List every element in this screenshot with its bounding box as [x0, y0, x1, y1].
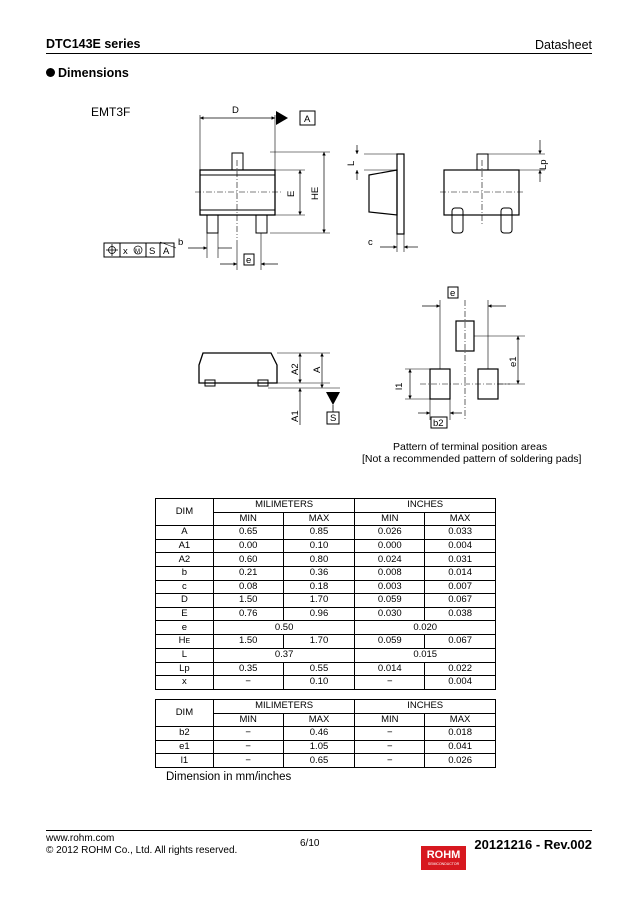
dimension-table-main	[155, 498, 496, 690]
table-row	[156, 740, 496, 754]
value-cell: 0.18	[283, 580, 355, 594]
dim-label-e-pattern: e	[450, 288, 456, 299]
value-cell: 0.030	[355, 607, 425, 621]
value-cell: 0.031	[425, 553, 496, 567]
value-cell: −	[355, 727, 425, 741]
in-max-header: MAX	[425, 512, 496, 526]
pattern-caption-line2: [Not a recommended pattern of soldering pads]	[362, 453, 582, 465]
value-cell: 0.020	[355, 621, 496, 635]
dim-cell: b	[156, 566, 214, 580]
dim-label-A1: A1	[290, 410, 301, 422]
value-cell: 0.76	[213, 607, 283, 621]
value-cell: −	[213, 740, 283, 754]
value-cell: 0.041	[425, 740, 496, 754]
section-title: Dimensions	[58, 66, 129, 80]
value-cell: −	[355, 676, 425, 690]
mm-group-header: MILIMETERS	[213, 499, 355, 513]
datum-ref-A: A	[163, 246, 170, 257]
datum-ref-S: S	[149, 246, 156, 257]
value-cell: 0.46	[283, 727, 355, 741]
value-cell: 0.014	[355, 662, 425, 676]
inch-group-header: INCHES	[355, 700, 496, 714]
dim-label-b: b	[178, 237, 184, 248]
footer-copyright: © 2012 ROHM Co., Ltd. All rights reserved.	[46, 845, 238, 856]
dim-cell: Lp	[156, 662, 214, 676]
table-row	[156, 553, 496, 567]
dim-cell: A1	[156, 539, 214, 553]
doc-series-title: DTC143E series	[46, 37, 141, 51]
value-cell: 0.008	[355, 566, 425, 580]
value-cell: 0.60	[213, 553, 283, 567]
value-cell: −	[213, 727, 283, 741]
value-cell: 0.65	[213, 526, 283, 540]
value-cell: 0.80	[283, 553, 355, 567]
dim-label-HE: HE	[310, 186, 321, 200]
side-view	[346, 145, 418, 252]
dim-cell: E	[156, 607, 214, 621]
dim-label-D: D	[232, 105, 239, 116]
rohm-logo	[421, 846, 466, 870]
value-cell: 0.059	[355, 594, 425, 608]
value-cell: 0.35	[213, 662, 283, 676]
dim-cell: L	[156, 648, 214, 662]
value-cell: 0.37	[213, 648, 355, 662]
in-max-header: MAX	[425, 713, 496, 727]
top-view	[160, 105, 330, 270]
value-cell: 0.000	[355, 539, 425, 553]
mm-max-header: MAX	[283, 713, 355, 727]
value-cell: 0.10	[283, 539, 355, 553]
table-row	[156, 662, 496, 676]
value-cell: 0.067	[425, 634, 496, 648]
dim-label-c: c	[368, 237, 373, 248]
table-row	[156, 580, 496, 594]
value-cell: −	[355, 754, 425, 768]
value-cell: 0.018	[425, 727, 496, 741]
value-cell: −	[213, 676, 283, 690]
dim-cell: D	[156, 594, 214, 608]
dim-cell: e1	[156, 740, 214, 754]
end-view	[440, 140, 549, 233]
value-cell: 0.014	[425, 566, 496, 580]
table-row	[156, 648, 496, 662]
dim-label-Lp: Lp	[538, 159, 549, 170]
value-cell: −	[213, 754, 283, 768]
tolerance-x: x	[123, 246, 128, 257]
feature-control-frame	[104, 243, 174, 257]
value-cell: 0.015	[355, 648, 496, 662]
dim-label-e1: e1	[508, 356, 519, 367]
datum-label-S: S	[330, 413, 337, 424]
revision-label: 20121216 - Rev.002	[474, 837, 592, 852]
footer-website-link[interactable]: www.rohm.com	[46, 833, 115, 844]
table-row	[156, 754, 496, 768]
value-cell: 0.55	[283, 662, 355, 676]
value-cell: 0.026	[425, 754, 496, 768]
inch-group-header: INCHES	[355, 499, 496, 513]
dim-label-E: E	[286, 190, 297, 197]
value-cell: 0.026	[355, 526, 425, 540]
value-cell: −	[355, 740, 425, 754]
value-cell: 0.00	[213, 539, 283, 553]
value-cell: 0.96	[283, 607, 355, 621]
value-cell: 0.033	[425, 526, 496, 540]
logo-subtext: SEMICONDUCTOR	[427, 862, 460, 866]
value-cell: 1.50	[213, 594, 283, 608]
value-cell: 1.05	[283, 740, 355, 754]
table-row	[156, 594, 496, 608]
dimension-unit-note: Dimension in mm/inches	[166, 771, 292, 783]
land-pattern	[394, 287, 525, 429]
table-row	[156, 566, 496, 580]
value-cell: 1.50	[213, 634, 283, 648]
logo-text: ROHM	[426, 849, 461, 861]
mm-min-header: MIN	[213, 512, 283, 526]
dim-cell: b2	[156, 727, 214, 741]
value-cell: 0.21	[213, 566, 283, 580]
pattern-caption-line1: Pattern of terminal position areas	[393, 441, 548, 453]
in-min-header: MIN	[355, 713, 425, 727]
dim-cell: l1	[156, 754, 214, 768]
table-row	[156, 676, 496, 690]
table-row	[156, 634, 496, 648]
dim-label-L: L	[346, 160, 357, 166]
dim-cell: x	[156, 676, 214, 690]
dim-cell: HE	[156, 634, 214, 648]
page-number: 6/10	[300, 838, 320, 849]
value-cell: 0.10	[283, 676, 355, 690]
table-row	[156, 539, 496, 553]
value-cell: 0.50	[213, 621, 355, 635]
dim-label-A2: A2	[290, 363, 301, 375]
table-row	[156, 526, 496, 540]
datum-label-A: A	[304, 114, 311, 125]
footer-divider	[46, 830, 592, 831]
table-row	[156, 607, 496, 621]
dimension-table-pattern	[155, 699, 496, 768]
value-cell: 0.067	[425, 594, 496, 608]
value-cell: 0.36	[283, 566, 355, 580]
dim-cell: e	[156, 621, 214, 635]
value-cell: 0.007	[425, 580, 496, 594]
value-cell: 0.004	[425, 539, 496, 553]
value-cell: 0.65	[283, 754, 355, 768]
doc-type-label: Datasheet	[535, 38, 592, 52]
mm-group-header: MILIMETERS	[213, 700, 355, 714]
table-row	[156, 621, 496, 635]
dim-cell: c	[156, 580, 214, 594]
package-name: EMT3F	[91, 105, 131, 119]
dim-label-e-top: e	[246, 255, 252, 266]
mm-min-header: MIN	[213, 713, 283, 727]
table-row	[156, 727, 496, 741]
value-cell: 0.059	[355, 634, 425, 648]
in-min-header: MIN	[355, 512, 425, 526]
value-cell: 0.022	[425, 662, 496, 676]
dim-cell: A	[156, 526, 214, 540]
dim-cell: A2	[156, 553, 214, 567]
mm-max-header: MAX	[283, 512, 355, 526]
value-cell: 0.85	[283, 526, 355, 540]
dim-label-l1: l1	[394, 382, 405, 390]
value-cell: 0.004	[425, 676, 496, 690]
dim-header: DIM	[156, 499, 214, 526]
dim-label-A: A	[312, 366, 323, 373]
mmc-symbol: M	[135, 249, 140, 255]
dim-label-b2: b2	[433, 418, 444, 429]
value-cell: 1.70	[283, 634, 355, 648]
value-cell: 0.024	[355, 553, 425, 567]
front-view	[199, 353, 340, 425]
dim-header: DIM	[156, 700, 214, 727]
value-cell: 1.70	[283, 594, 355, 608]
value-cell: 0.08	[213, 580, 283, 594]
value-cell: 0.003	[355, 580, 425, 594]
value-cell: 0.038	[425, 607, 496, 621]
